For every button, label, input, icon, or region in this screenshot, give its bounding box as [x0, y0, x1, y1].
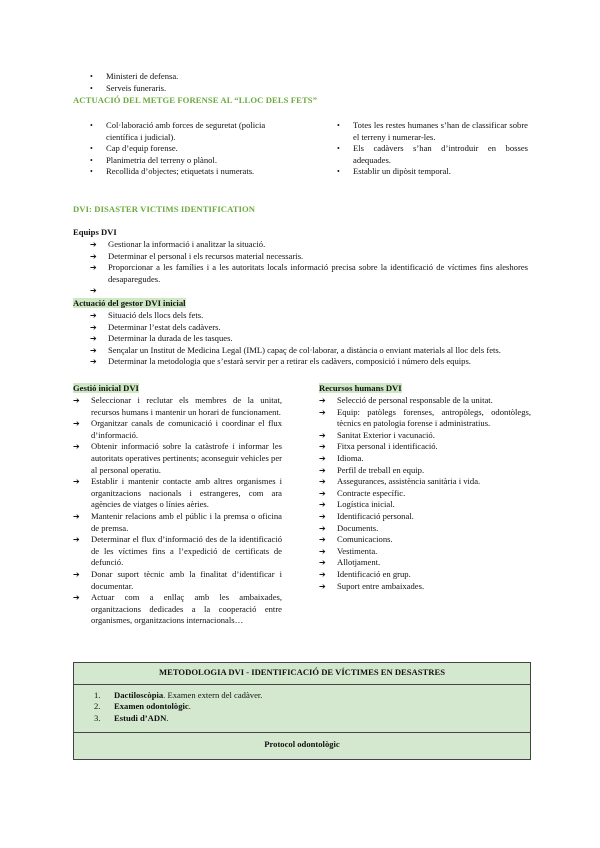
arrow-icon: ➔	[73, 593, 80, 603]
arrow-icon: ➔	[319, 523, 326, 533]
list-item: 1. Dactiloscòpia. Examen extern del cadàver.	[94, 689, 263, 700]
list-item: ➔ Allotjament.	[319, 557, 381, 568]
list-item: ➔ Selecció de personal responsable de la unitat.	[319, 395, 493, 405]
arrow-icon: ➔	[90, 240, 97, 249]
section-title-metge-forense: ACTUACIÓ DEL METGE FORENSE AL “LLOC DELS FETS”	[73, 95, 318, 105]
arrow-icon: ➔	[90, 251, 97, 261]
list-item: • Establir un dipòsit temporal.	[337, 166, 528, 178]
list-item: ➔ Suport entre ambaixades.	[319, 580, 425, 591]
arrow-icon: ➔	[90, 357, 97, 367]
arrow-icon: ➔	[90, 345, 97, 355]
metodologia-box	[73, 662, 531, 760]
list-item: ➔ Logística inicial.	[319, 499, 395, 510]
gestio-title: Gestió inicial DVI	[73, 383, 139, 393]
arrow-icon: ➔	[319, 488, 326, 498]
list-item: ➔ Determinar la metodologia que s’estarà servir per a retirar els cadàvers, composició i número dels equips.	[90, 356, 471, 367]
arrow-icon: ➔	[73, 396, 80, 405]
gestio-list	[73, 395, 282, 627]
equips-list	[90, 239, 528, 296]
list-item: • Col·laboració amb forces de seguretat (policia científica i judicial).	[90, 120, 290, 143]
arrow-icon: ➔	[319, 546, 326, 556]
list-item: ➔ Sanitat Exterior i vacunació.	[319, 429, 435, 440]
equips-heading	[73, 227, 117, 239]
list-item: ➔ Seleccionar i reclutar els membres de la unitat, recursos humans i mantenir un horari de funcionament.	[73, 395, 282, 417]
arrow-icon: ➔	[319, 511, 326, 521]
arrow-icon: ➔	[319, 430, 326, 440]
list-item: 2. Examen odontològic.	[94, 701, 191, 712]
list-item: ➔ Sençalar un Institut de Medicina Legal (IML) capaç de col·laborar, a distància o enviant materials al lloc dels fets.	[90, 344, 501, 355]
gestio-heading	[73, 383, 139, 395]
list-item: ➔ Equip: patòlegs forenses, antropòlegs, odontòlegs, tècnics en patologia forense i administratius.	[319, 406, 531, 429]
arrow-icon: ➔	[319, 535, 326, 545]
arrow-icon: ➔	[90, 322, 97, 332]
list-item: ➔ Contracte específic.	[319, 487, 406, 498]
arrow-icon: ➔	[73, 569, 80, 579]
arrow-icon: ➔	[73, 419, 80, 429]
arrow-icon: ➔	[90, 263, 97, 273]
list-item: • Serveis funeraris.	[90, 83, 390, 95]
arrow-icon: ➔	[90, 311, 97, 320]
arrow-icon: ➔	[319, 477, 326, 487]
list-item: ➔ Vestimenta.	[319, 545, 378, 556]
metodologia-box-title: METODOLOGIA DVI - IDENTIFICACIÓ DE VÍCTIMES EN DESASTRES	[74, 663, 530, 685]
gestor-list	[90, 310, 528, 368]
list-item: ➔ Gestionar la informació i analitzar la situació.	[90, 239, 266, 249]
list-item: ➔ Documents.	[319, 522, 379, 533]
list-item: 3. Estudi d’ADN.	[94, 712, 169, 723]
list-item: • Totes les restes humanes s’han de classificar sobre el terreny i numerar-les.	[337, 120, 528, 143]
recursos-list	[319, 395, 531, 592]
arrow-icon: ➔	[319, 453, 326, 463]
gestor-title: Actuació del gestor DVI inicial	[73, 298, 186, 308]
top-list	[90, 71, 390, 94]
metodologia-box-body	[74, 685, 530, 734]
list-item: • Recollida d’objectes; etiquetats i numerats.	[90, 166, 290, 178]
list-item: ➔ Identificació en grup.	[319, 568, 411, 579]
gestor-heading	[73, 298, 186, 310]
arrow-icon: ➔	[319, 581, 326, 591]
list-item: • Ministeri de defensa.	[90, 71, 390, 83]
arrow-icon: ➔	[319, 500, 326, 510]
list-item: ➔ Determinar l’estat dels cadàvers.	[90, 321, 221, 332]
arrow-icon: ➔	[319, 569, 326, 579]
section-title-dvi: DVI: DISASTER VICTIMS IDENTIFICATION	[73, 204, 256, 214]
recursos-heading	[319, 383, 402, 395]
recursos-title: Recursos humans DVI	[319, 383, 402, 393]
list-item: ➔ Assegurances, assistència sanitària i vida.	[319, 476, 481, 487]
section1-left-list	[90, 120, 290, 178]
list-item: ➔ Organitzar canals de comunicació i coordinar el flux d’informació.	[73, 418, 282, 440]
list-item: ➔ Identificació personal.	[319, 510, 414, 521]
list-item: ➔ Determinar el flux d’informació des de la identificació de les víctimes fins a l’expedició de certificats de defunció.	[73, 534, 282, 568]
list-item: ➔ Obtenir informació sobre la catàstrofe i informar les autoritats operatives pertinents; aconseguir vehicles per al personal operatiu.	[73, 441, 282, 475]
arrow-icon: ➔	[90, 286, 97, 296]
arrow-icon: ➔	[73, 511, 80, 521]
list-item: ➔ Establir i mantenir contacte amb altres organismes i organitzacions nacionals i estrangeres, com ara agències de viatges o línies aèries.	[73, 476, 282, 510]
arrow-icon: ➔	[319, 396, 326, 405]
arrow-icon: ➔	[319, 558, 326, 568]
list-item: ➔ Proporcionar a les famílies i a les autoritats locals informació precisa sobre la identificació de víctimes fins aleshores desaparegudes.	[90, 262, 528, 284]
section1-right-list	[337, 120, 528, 178]
list-item: ➔ Actuar com a enllaç amb les ambaixades, organitzacions dedicades a la cooperació entre organismes, organitzacions internacionals…	[73, 592, 282, 626]
equips-title: Equips DVI	[73, 227, 117, 237]
list-item: • Planimetria del terreny o plànol.	[90, 155, 290, 167]
list-item: ➔ Donar suport tècnic amb la finalitat d’identificar i documentar.	[73, 568, 282, 591]
list-item: ➔ Idioma.	[319, 452, 364, 463]
list-item: ➔ Perfil de treball en equip.	[319, 464, 425, 475]
arrow-icon: ➔	[90, 334, 97, 344]
list-item: ➔ Determinar la durada de les tasques.	[90, 333, 233, 344]
list-item: ➔ Situació dels llocs dels fets.	[90, 310, 204, 320]
list-item: ➔ Mantenir relacions amb el públic i la premsa o oficina de premsa.	[73, 510, 282, 533]
arrow-icon: ➔	[73, 535, 80, 545]
list-item: ➔ Fitxa personal i identificació.	[319, 441, 438, 452]
metodologia-box-footer: Protocol odontològic	[74, 733, 530, 759]
arrow-icon: ➔	[319, 465, 326, 475]
list-item: ➔ Comunicacions.	[319, 534, 393, 545]
arrow-icon: ➔	[73, 442, 80, 452]
arrow-icon: ➔	[73, 477, 80, 487]
list-item: ➔ Determinar el personal i els recursos material necessaris.	[90, 250, 304, 261]
arrow-icon: ➔	[319, 407, 326, 417]
list-item: • Els cadàvers s’han d’introduir en bosses adequades.	[337, 143, 528, 166]
arrow-icon: ➔	[319, 442, 326, 452]
list-item: • Cap d’equip forense.	[90, 143, 290, 155]
